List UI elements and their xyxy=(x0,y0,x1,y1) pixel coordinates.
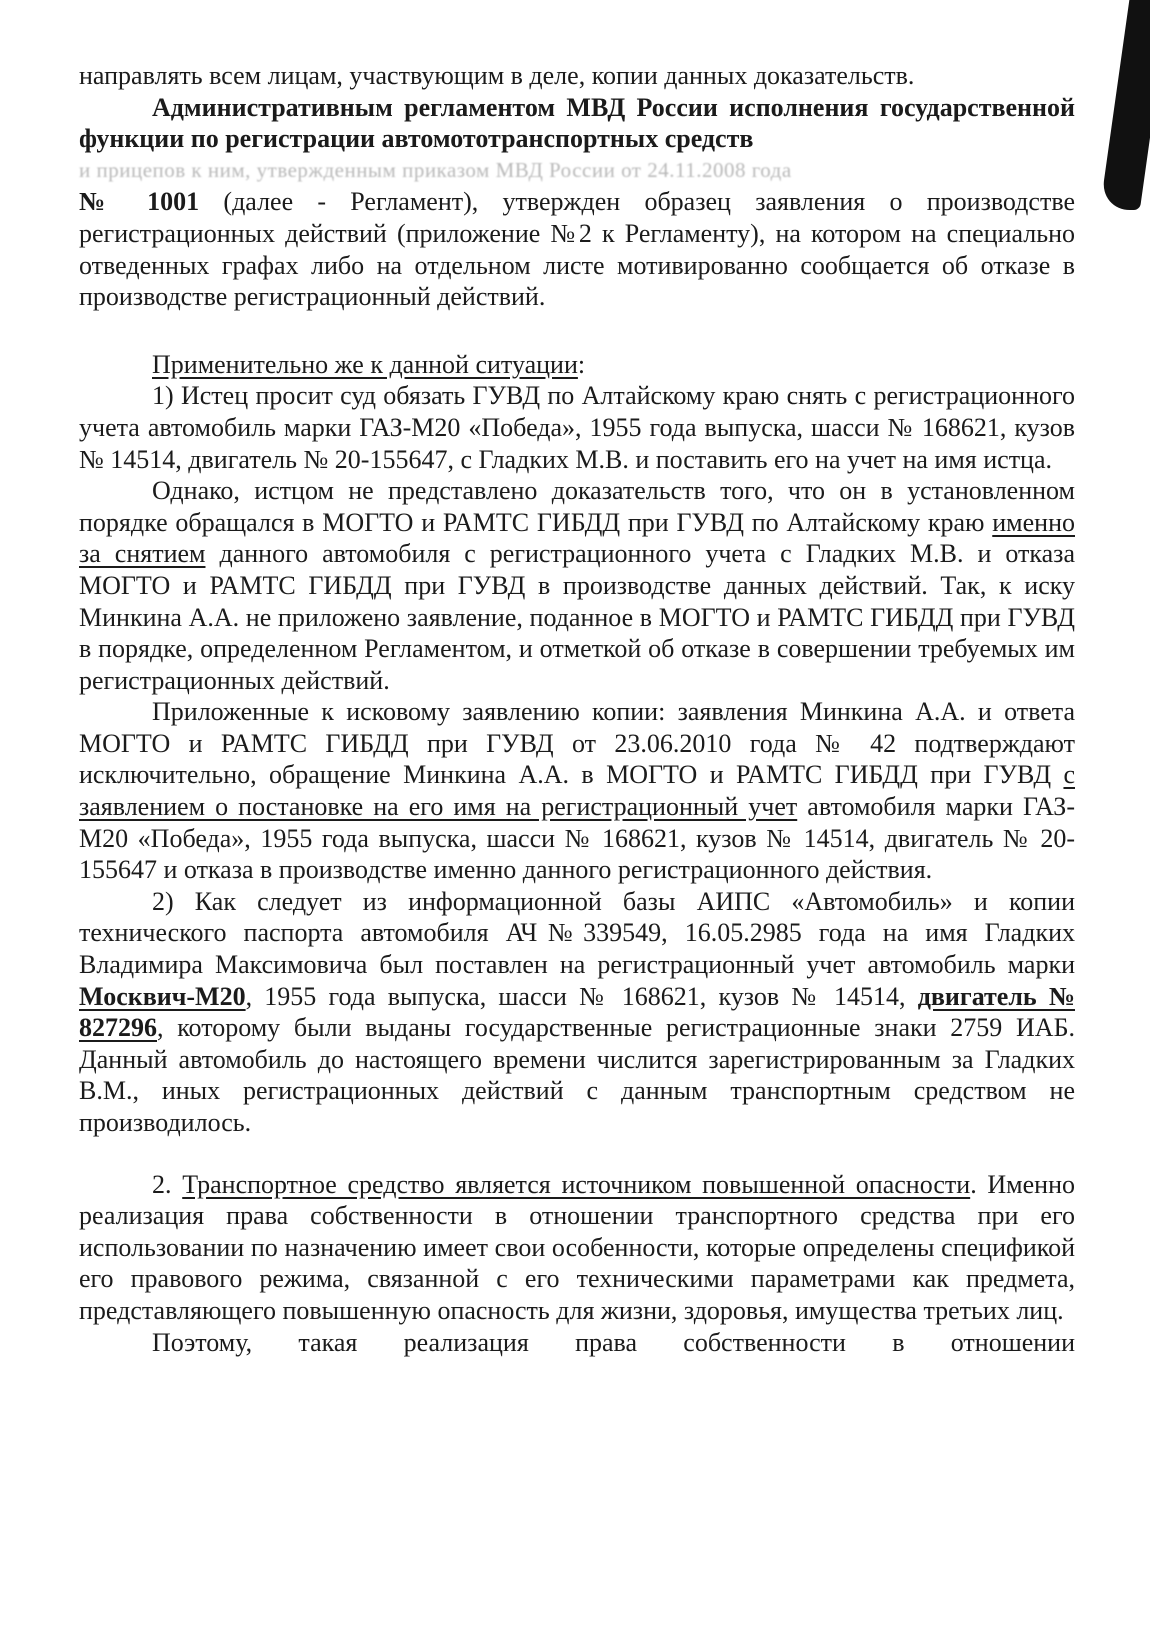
faint-line: и прицепов к ним, утвержденным приказом МВД России от 24.11.2008 года xyxy=(79,157,792,182)
paragraph-0: направлять всем лицам, участвующим в деле, копии данных доказательств. xyxy=(79,61,915,90)
section-heading-colon: : xyxy=(577,349,586,379)
danger-underlined: Транспортное средство является источником повышенной опасности xyxy=(182,1169,971,1199)
paragraph-claim: 1) Истец просит суд обязать ГУВД по Алтайскому краю снять с регистрационного учета автомобиль марки ГАЗ-М20 «Победа», 1955 года выпуска, шасси № 168621, кузов № 14514, двигатель № 20-155647, с Гладких М.В. и поставить его на учет на имя истца. xyxy=(79,381,1075,474)
database-part-b: , 1955 года выпуска, шасси № 168621, кузов № 14514, xyxy=(245,981,918,1011)
attached-part-a: Приложенные к исковому заявлению копии: заявления Минкина А.А. и ответа МОГТО и РАМТС ГИБДД при ГУВД от 23.06.2010 года № 42 подтверждают исключительно, обращение Минкина А.А. в МОГТО и РАМТС ГИБДД при ГУВД xyxy=(79,697,1075,790)
paragraph-regulation xyxy=(79,92,1075,155)
attached-underlined: с заявлением о постановке на его имя на регистрационный учет xyxy=(79,760,1075,822)
scan-edge-mark xyxy=(1100,0,1150,210)
car-model-emphasis: Москвич-М20 xyxy=(79,981,246,1011)
paragraph-however xyxy=(79,475,1075,696)
regulation-number: № 1001 xyxy=(79,187,200,217)
danger-rest: . Именно реализация права собственности в отношении транспортного средства при его использовании по назначению имеет свои особенности, которые определены спецификой его правового режима, связанной с его техническими параметрами как предмета, представляющего повышенную опасность для жизни, здоровья, имущества третьих лиц. xyxy=(79,1169,1075,1325)
paragraph-regulation-cont xyxy=(79,186,1075,312)
document-body xyxy=(79,60,1075,1358)
section-heading xyxy=(79,349,1075,381)
engine-number-emphasis: двигатель № 827296 xyxy=(79,981,1075,1043)
section-heading-text: Применительно же к данной ситуации xyxy=(152,349,578,379)
however-underlined: именно за снятием xyxy=(79,507,1075,569)
however-part-b: данного автомобиля с регистрационного учета с Гладких М.В. и отказа МОГТО и РАМТС ГИБДД при ГУВД в производстве данных действий. Так, к иску Минкина А.А. не приложено заявление, поданное в МОГТО и РАМТС ГИБДД при ГУВД в порядке, определенном Регламентом, и отметкой об отказе в совершении требуемых им регистрационных действий. xyxy=(79,539,1075,695)
database-part-a: 2) Как следует из информационной базы АИПС «Автомобиль» и копии технического паспорта автомобиля АЧ№339549, 16.05.2985 года на имя Гладких Владимира Максимовича был поставлен на регистрационный учет автомобиль марки xyxy=(79,886,1075,980)
database-part-c: , которому были выданы государственные регистрационные знаки 2759 ИАБ. Данный автомобиль до настоящего времени числится зарегистрированным за Гладких В.М., иных регистрационных действий с данным транспортным средством не производилось. xyxy=(79,1013,1075,1137)
regulation-rest: (далее - Регламент), утвержден образец заявления о производстве регистрационных действий (приложение №2 к Регламенту), на котором на специально отведенных графах либо на отдельном листе мотивированно сообщается об отказе в производстве регистрационный действий. xyxy=(79,187,1075,312)
paragraph-attached xyxy=(79,696,1075,886)
paragraph-therefore: Поэтому, такая реализация права собственности в отношении xyxy=(152,1327,1075,1357)
paragraph-danger xyxy=(79,1169,1075,1327)
attached-part-b: автомобиля марки ГАЗ-М20 «Победа», 1955 года выпуска, шасси № 168621, кузов № 14514, двигатель № 20-155647 и отказа в производстве именно данного регистрационного действия. xyxy=(79,792,1075,885)
danger-number: 2. xyxy=(152,1169,183,1199)
paragraph-database xyxy=(79,886,1075,1139)
however-part-a: Однако, истцом не представлено доказательств того, что он в установленном порядке обращался в МОГТО и РАМТС ГИБДД при ГУВД по Алтайскому краю xyxy=(79,476,1075,537)
regulation-title: Административным регламентом МВД России исполнения государственной функции по регистрации автомототранспортных средств xyxy=(79,92,1075,154)
